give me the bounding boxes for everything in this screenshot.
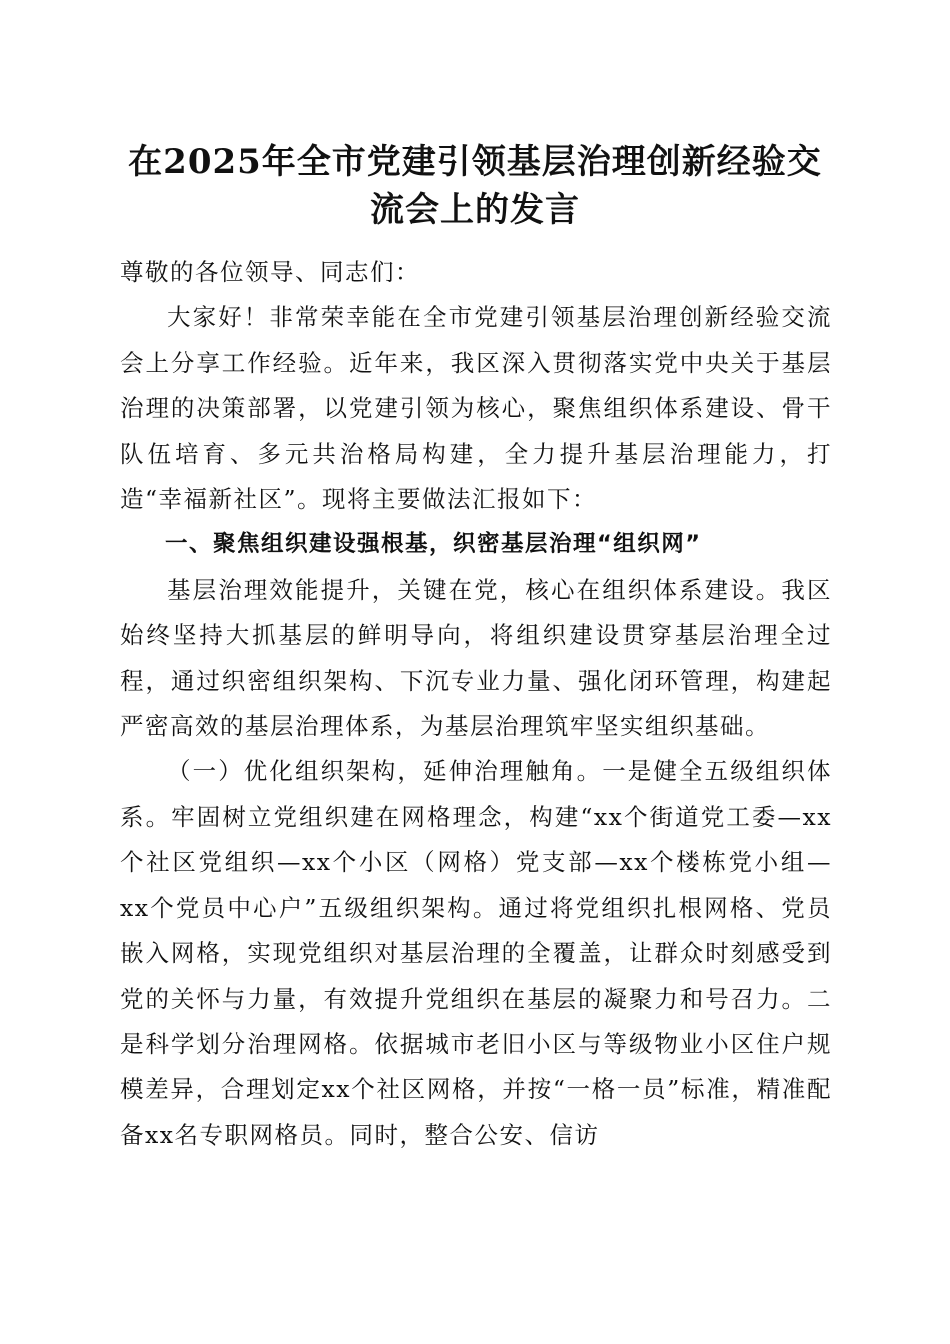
- section-heading-1: 一、聚焦组织建设强根基，织密基层治理“组织网”: [165, 531, 702, 558]
- paragraph-intro: 大家好！非常荣幸能在全市党建引领基层治理创新经验交流会上分享工作经验。近年来，我区深入贯彻落实党中央关于基层治理的决策部署，以党建引领为核心，聚焦组织体系建设、骨干队伍培育、多元共治格局构建，全力提升基层治理能力，打造“幸福新社区”。现将主要做法汇报如下：: [120, 303, 832, 514]
- document-title: [110, 138, 840, 234]
- paragraph-subsection-1: （一）优化组织架构，延伸治理触角。一是健全五级组织体系。牢固树立党组织建在网格理念，构建“xx个街道党工委—xx个社区党组织—xx个小区（网格）党支部—xx个楼栋党小组—xx个党员中心户”五级组织架构。通过将党组织扎根网格、党员嵌入网格，实现党组织对基层治理的全覆盖，让群众时刻感受到党的关怀与力量，有效提升党组织在基层的凝聚力和号召力。二是科学划分治理网格。依据城市老旧小区与等级物业小区住户规模差异，合理划定xx个社区网格，并按“一格一员”标准，精准配备xx名专职网格员。同时，整合公安、信访: [120, 757, 832, 1149]
- paragraph-section-1: 基层治理效能提升，关键在党，核心在组织体系建设。我区始终坚持大抓基层的鲜明导向，将组织建设贯穿基层治理全过程，通过织密组织架构、下沉专业力量、强化闭环管理，构建起严密高效的基层治理体系，为基层治理筑牢坚实组织基础。: [120, 575, 832, 741]
- title-line-2: 流会上的发言: [370, 190, 580, 230]
- title-line-1: 在2025年全市党建引领基层治理创新经验交: [128, 142, 822, 182]
- salutation: 尊敬的各位领导、同志们：: [120, 258, 420, 286]
- document-body: [120, 250, 832, 1158]
